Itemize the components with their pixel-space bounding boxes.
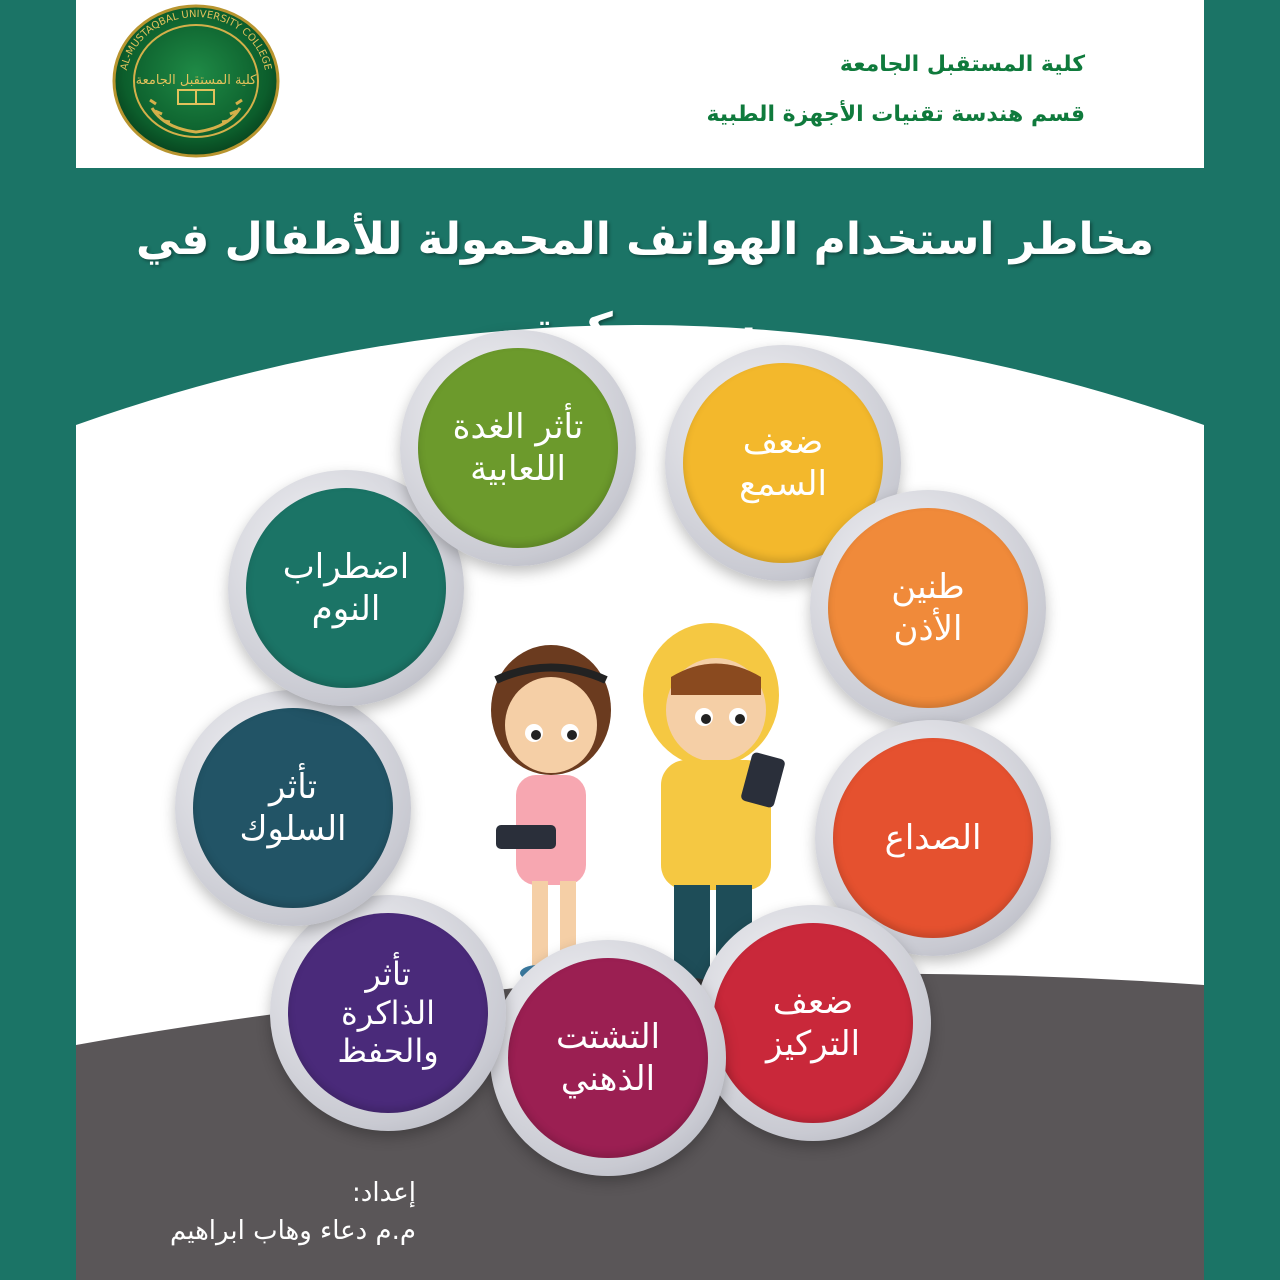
- logo-outer-text: AL-MUSTAQBAL UNIVERSITY COLLEGE: [119, 8, 273, 72]
- risk-salivary-gland-bubble: [400, 330, 636, 566]
- department-name: قسم هندسة تقنيات الأجهزة الطبية: [706, 102, 1085, 127]
- risk-concentration-weakness-bubble: [695, 905, 931, 1141]
- risk-hearing-weakness-label: ضعف السمع: [683, 363, 883, 563]
- risk-tinnitus-bubble: [810, 490, 1046, 726]
- credit-author: م.م دعاء وهاب ابراهيم: [169, 1216, 416, 1246]
- credit-label: إعداد:: [352, 1178, 416, 1208]
- risk-mental-distraction-label: التشتت الذهني: [508, 958, 708, 1158]
- risk-tinnitus-label: طنين الأذن: [828, 508, 1028, 708]
- risk-sleep-disorder-label: اضطراب النوم: [246, 488, 446, 688]
- risk-behavior-impact-label: تأثر السلوك: [193, 708, 393, 908]
- logo-inner-text: كلية المستقبل الجامعة: [135, 73, 257, 88]
- risk-behavior-impact-bubble: [175, 690, 411, 926]
- risk-memory-impact-label: تأثر الذاكرة والحفظ: [288, 913, 488, 1113]
- page-title: مخاطر استخدام الهواتف المحمولة للأطفال في: [135, 214, 1155, 265]
- risk-headache-label: الصداع: [833, 738, 1033, 938]
- risk-memory-impact-bubble: [270, 895, 506, 1131]
- college-logo: [112, 4, 280, 158]
- risk-mental-distraction-bubble: [490, 940, 726, 1176]
- college-name: كلية المستقبل الجامعة: [839, 52, 1085, 77]
- risk-salivary-gland-label: تأثر الغدة اللعابية: [418, 348, 618, 548]
- risk-concentration-weakness-label: ضعف التركيز: [713, 923, 913, 1123]
